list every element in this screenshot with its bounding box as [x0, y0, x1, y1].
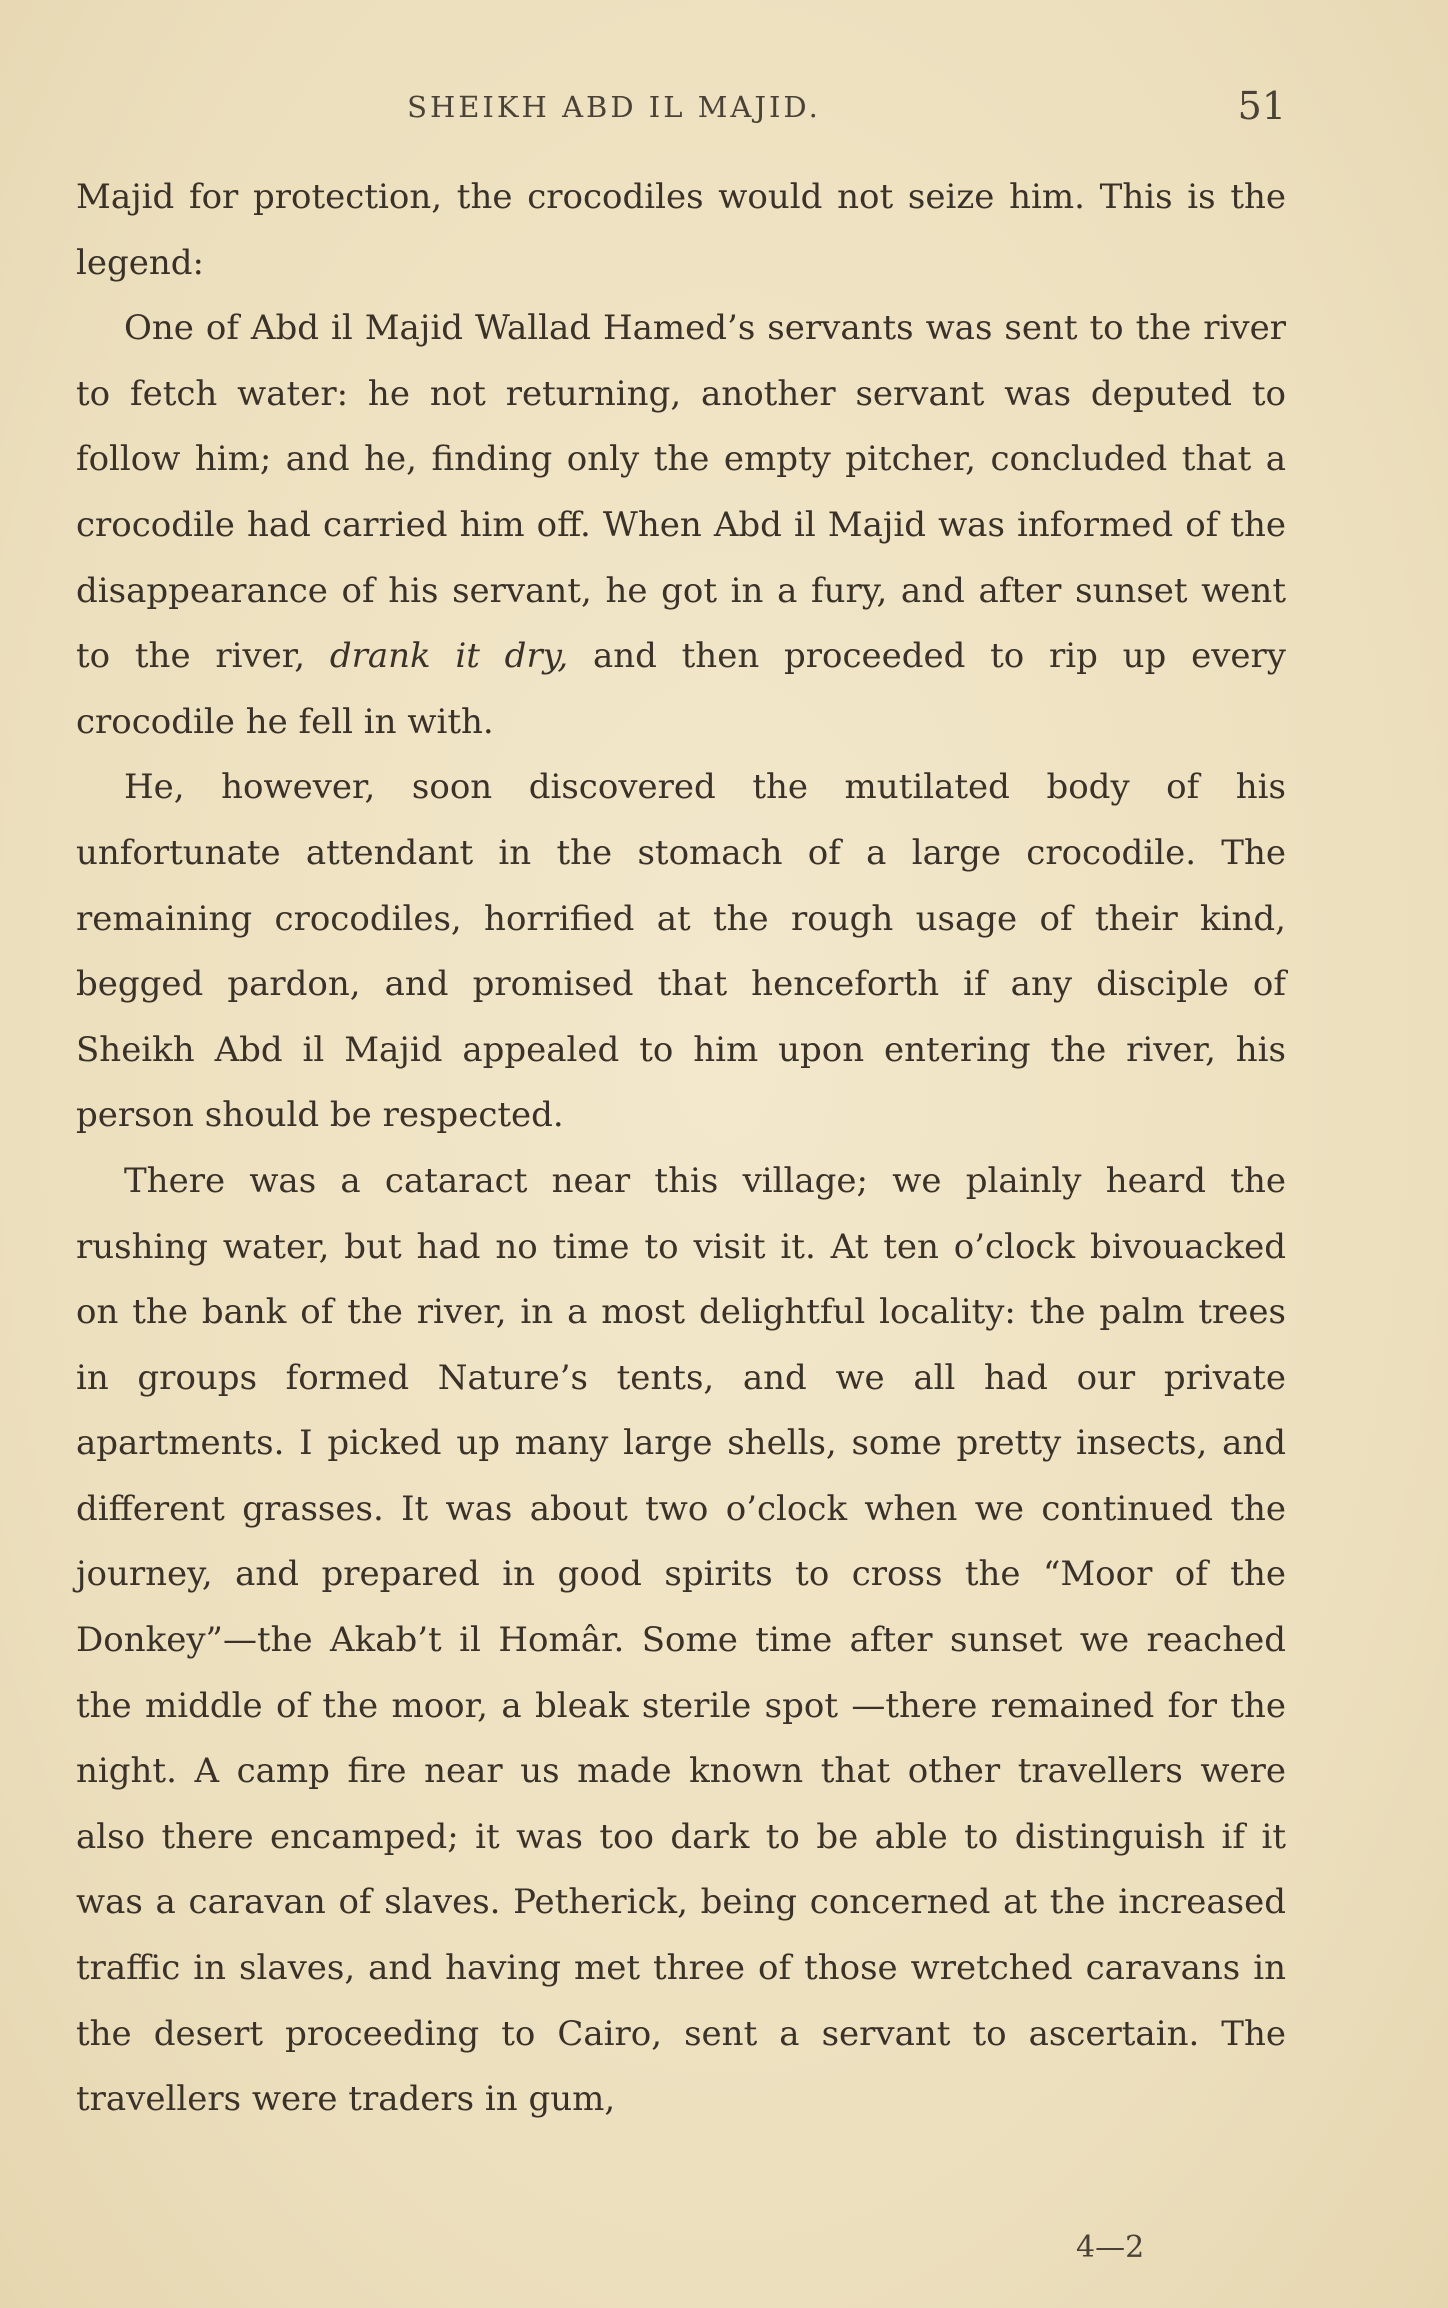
paragraph-2-italic-phrase: drank it dry, [329, 636, 569, 677]
paragraph-3-text: He, however, soon discovered the mutilated body of his unfortunate attendant in the stomach of a large crocodile. The remaining crocodiles, horrified at the rough usage of their kind, begged pardon, and promised that henceforth if any disciple of Sheikh Abd il Majid appealed to him upon entering the river, his person should be respected. [76, 767, 1286, 1136]
running-title: SHEIKH ABD IL MAJID. [407, 90, 821, 124]
paragraph-2-text-start: One of Abd il Majid Wallad Hamed’s servants was sent to the river to fetch water: he not returning, another servant was deputed to follow him; and he, finding only the empty pitcher, concluded that a crocodile had carried him off. When Abd il Majid was informed of the disappearance of his servant, he got in a fury, and after sunset went to the river, [76, 308, 1286, 677]
body-text [76, 165, 1286, 2133]
signature-mark: 4—2 [1076, 2230, 1145, 2265]
paragraph-4-text: There was a cataract near this village; we plainly heard the rushing water, but had no time to visit it. At ten o’clock bivouacked on the bank of the river, in a most delightful locality: the palm trees in groups formed Nature’s tents, and we all had our private apartments. I picked up many large shells, some pretty insects, and different grasses. It was about two o’clock when we continued the journey, and prepared in good spirits to cross the “Moor of the Donkey”—the Akab’t il Homâr. Some time after sunset we reached the middle of the moor, a bleak sterile spot —there remained for the night. A camp fire near us made known that other travellers were also there encamped; it was too dark to be able to distinguish if it was a caravan of slaves. Petherick, being concerned at the increased traffic in slaves, and having met three of those wretched caravans in the desert proceeding to Cairo, sent a servant to ascertain. The travellers were traders in gum, [76, 1160, 1286, 2120]
paragraph-2-text-end: and then proceeded to rip up every crocodile he fell in with. [76, 636, 1286, 742]
paragraph-3 [76, 755, 1286, 1149]
book-page [76, 70, 1286, 2270]
paragraph-1-text: Majid for protection, the crocodiles would not seize him. This is the legend: [76, 177, 1286, 283]
paragraph-2 [76, 296, 1286, 755]
paragraph-1 [76, 165, 1286, 296]
paragraph-4 [76, 1149, 1286, 2133]
running-head [76, 84, 1286, 134]
page-number: 51 [1237, 84, 1286, 128]
